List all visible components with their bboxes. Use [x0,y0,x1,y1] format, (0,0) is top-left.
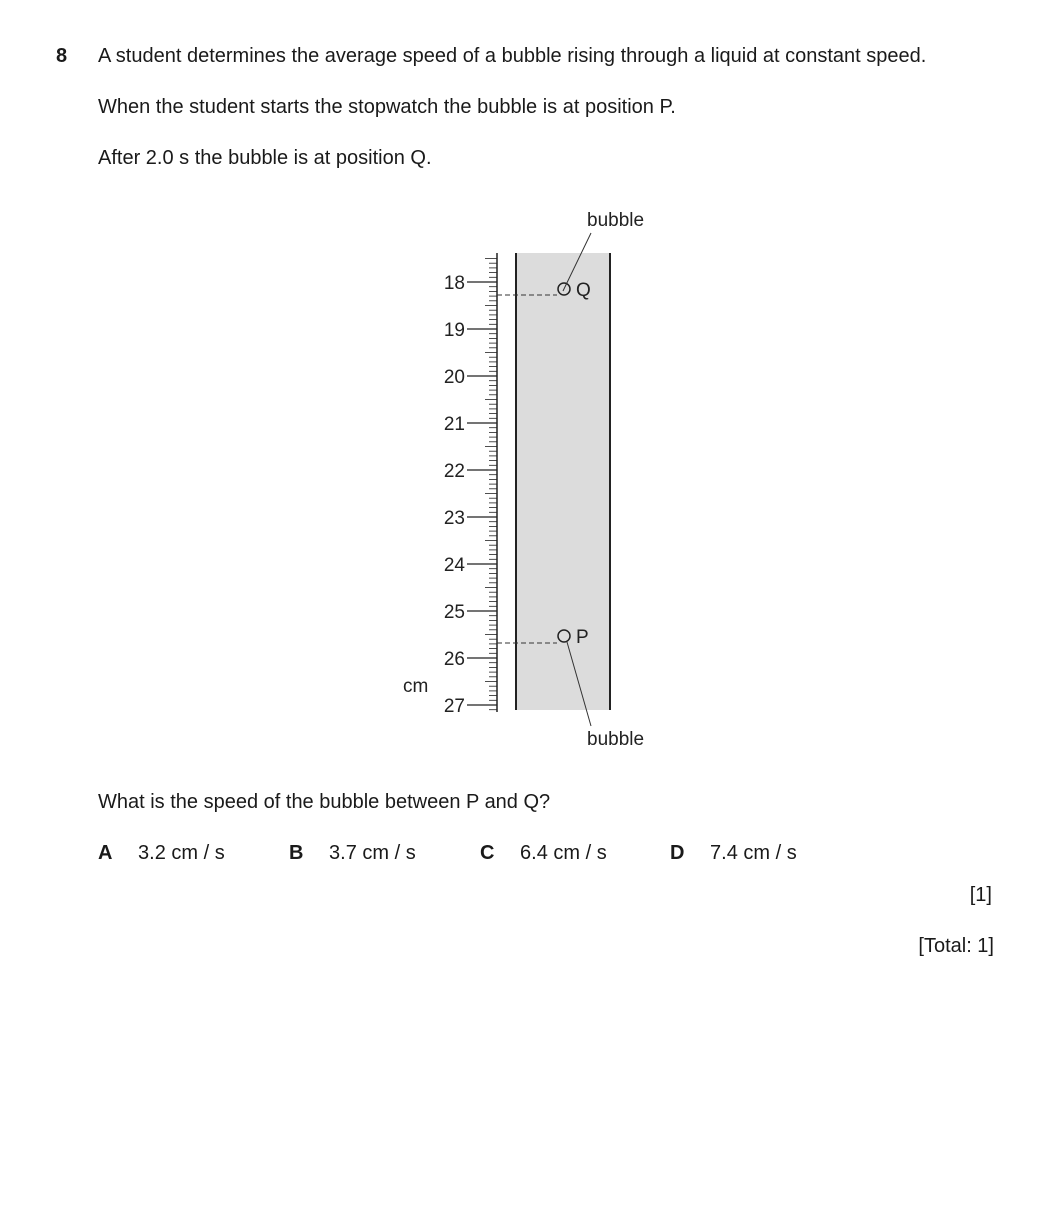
question-line-start: When the student starts the stopwatch the bubble is at position P. [98,96,676,118]
ruler [444,253,497,717]
ruler-label: 23 [443,508,465,529]
option-c-text: 6.4 cm / s [520,842,607,864]
ruler-label: 22 [443,461,465,482]
unit-label: cm [403,676,429,697]
ruler-labels [444,273,466,717]
option-a-text: 3.2 cm / s [138,842,225,864]
option-a[interactable] [98,842,225,865]
bubble-label-bottom: bubble [587,729,645,750]
ruler-label: 26 [443,649,465,670]
option-c-letter: C [480,842,495,864]
ruler-label: 24 [443,555,465,576]
option-d-text: 7.4 cm / s [710,842,797,864]
total-marks-label: [Total: 1] [918,935,994,957]
question-number: 8 [56,45,68,67]
ruler-label: 18 [443,273,465,294]
marks-label: [1] [969,884,992,906]
question-line-after: After 2.0 s the bubble is at position Q. [98,147,432,169]
bubble-label-top: bubble [587,210,645,231]
option-b-text: 3.7 cm / s [329,842,416,864]
ruler-label: 21 [443,414,465,435]
ruler-ticks [467,259,497,710]
option-d[interactable] [670,842,797,865]
option-b[interactable] [289,842,416,865]
option-a-letter: A [98,842,113,864]
ruler-label: 20 [443,367,465,388]
option-d-letter: D [670,842,685,864]
option-b-letter: B [289,842,304,864]
point-q-label: Q [576,280,591,301]
option-c[interactable] [480,842,607,865]
question-prompt: What is the speed of the bubble between P and Q? [98,791,551,813]
question-intro: A student determines the average speed of a bubble rising through a liquid at constant speed. [98,45,927,67]
ruler-label: 25 [443,602,465,623]
ruler-label: 19 [443,320,465,341]
point-p-label: P [576,627,589,648]
ruler-label: 27 [443,696,465,717]
